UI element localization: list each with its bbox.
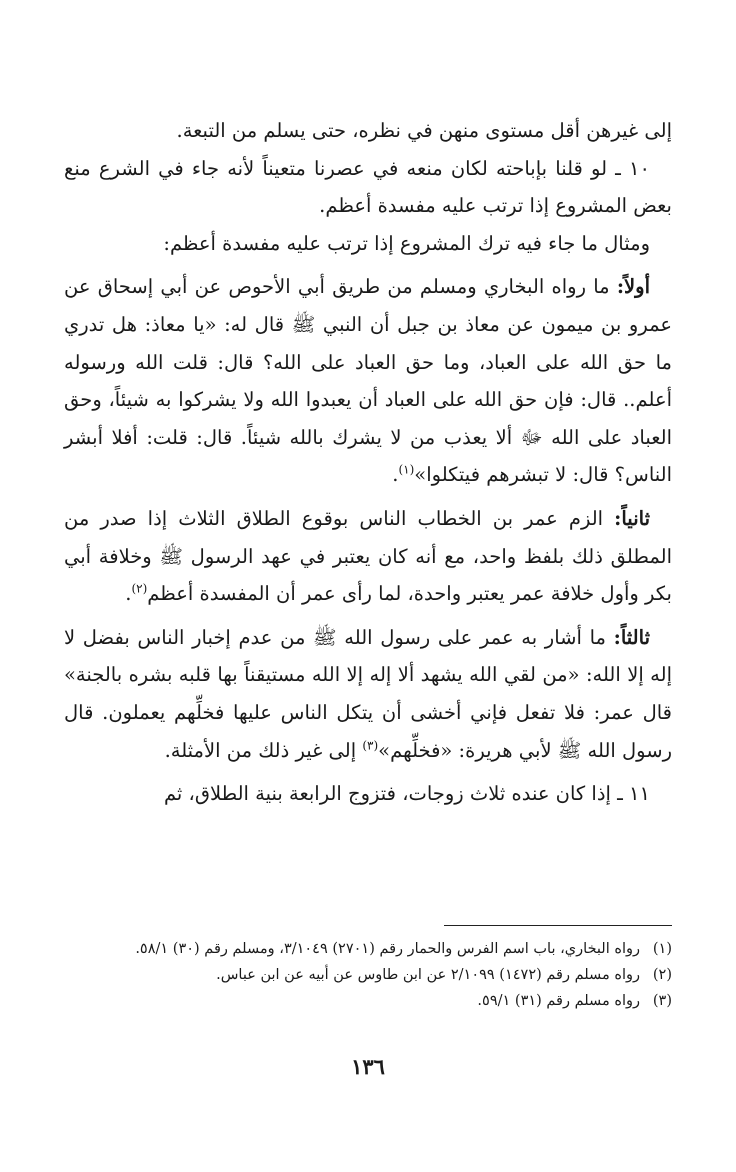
footnote-number: (٣) — [652, 993, 672, 1009]
footnote-3 — [64, 988, 672, 1014]
footnote-text: رواه مسلم رقم (٣١) ٥٩/١. — [477, 993, 640, 1009]
footnote-number: (١) — [652, 941, 672, 957]
paragraph-6 — [64, 619, 672, 769]
footnote-1 — [64, 936, 672, 962]
footnote-ref-1: (١) — [398, 462, 415, 477]
footnotes — [64, 936, 672, 1014]
paragraph-7: ١١ ـ إذا كان عنده ثلاث زوجات، فتزوج الرابعة بنية الطلاق، ثم — [163, 782, 650, 806]
paragraph-3: ومثال ما جاء فيه ترك المشروع إذا ترتب عليه مفسدة أعظم: — [163, 231, 650, 255]
footnote-number: (٢) — [652, 967, 672, 983]
paragraph-6-text: ما أشار به عمر على رسول الله ﷺ من عدم إخبار الناس بفضل لا إله إلا الله: «من لقي الله يشهد ألا إله إلا الله مستيقناً بها قلبه بشره بالجنة» قال عمر: فلا تفعل فإني أخشى أن يتكل الناس عليها فخلِّهم يعملون. قال رسول الله ﷺ لأبي هريرة: «فخلِّهم» — [64, 625, 672, 762]
footnote-divider — [444, 925, 672, 926]
paragraph-5-lead: ثانياً: — [614, 506, 650, 530]
footnote-ref-3: (٣) — [362, 738, 379, 752]
page-number: ١٣٦ — [351, 1054, 385, 1079]
paragraph-4 — [64, 268, 672, 494]
paragraph-6-end: إلى غير ذلك من الأمثلة. — [164, 738, 363, 762]
paragraph-5 — [64, 500, 672, 613]
paragraph-2: ١٠ ـ لو قلنا بإباحته لكان منعه في عصرنا متعيناً لأنه جاء في الشرع منع بعض المشروع إذا ترتب عليه مفسدة أعظم. — [64, 156, 672, 218]
paragraph-6-lead: ثالثاً: — [613, 625, 650, 649]
paragraph-5-text: الزم عمر بن الخطاب الناس بوقوع الطلاق الثلاث إذا صدر من المطلق ذلك بلفظ واحد، مع أنه كان يعتبر في عهد الرسول ﷺ وخلافة أبي بكر وأول خلافة عمر يعتبر واحدة، لما رأى عمر أن المفسدة أعظم — [64, 506, 672, 606]
paragraph-4-text: ما رواه البخاري ومسلم من طريق أبي الأحوص عن أبي إسحاق عن عمرو بن ميمون عن معاذ بن جبل أن النبي ﷺ قال له: «يا معاذ: هل تدري ما حق الله على العباد، وما حق العباد على الله؟ قال: قلت الله ورسوله أعلم.. قال: فإن حق الله على العباد أن يعبدوا الله ولا يشركوا به شيئاً، وحق العباد على الله ﷻ ألا يعذب من لا يشرك بالله شيئاً. قال: قلت: أفلا أبشر الناس؟ قال: لا تبشرهم فيتكلوا» — [64, 275, 672, 487]
footnote-2 — [64, 962, 672, 988]
paragraph-4-lead: أولاً: — [616, 275, 650, 299]
paragraph-1: إلى غيرهن أقل مستوى منهن في نظره، حتى يسلم من التبعة. — [176, 119, 672, 142]
main-text — [64, 112, 672, 813]
footnote-text: رواه البخاري، باب اسم الفرس والحمار رقم (٢٧٠١) ٣/١٠٤٩، ومسلم رقم (٣٠) ٥٨/١. — [135, 941, 640, 957]
footnote-text: رواه مسلم رقم (١٤٧٢) ٢/١٠٩٩ عن ابن طاوس عن أبيه عن ابن عباس. — [216, 967, 640, 983]
paragraph-5-end: . — [125, 582, 132, 606]
footnote-ref-2: (٢) — [131, 581, 148, 596]
paragraph-4-end: . — [392, 463, 399, 487]
